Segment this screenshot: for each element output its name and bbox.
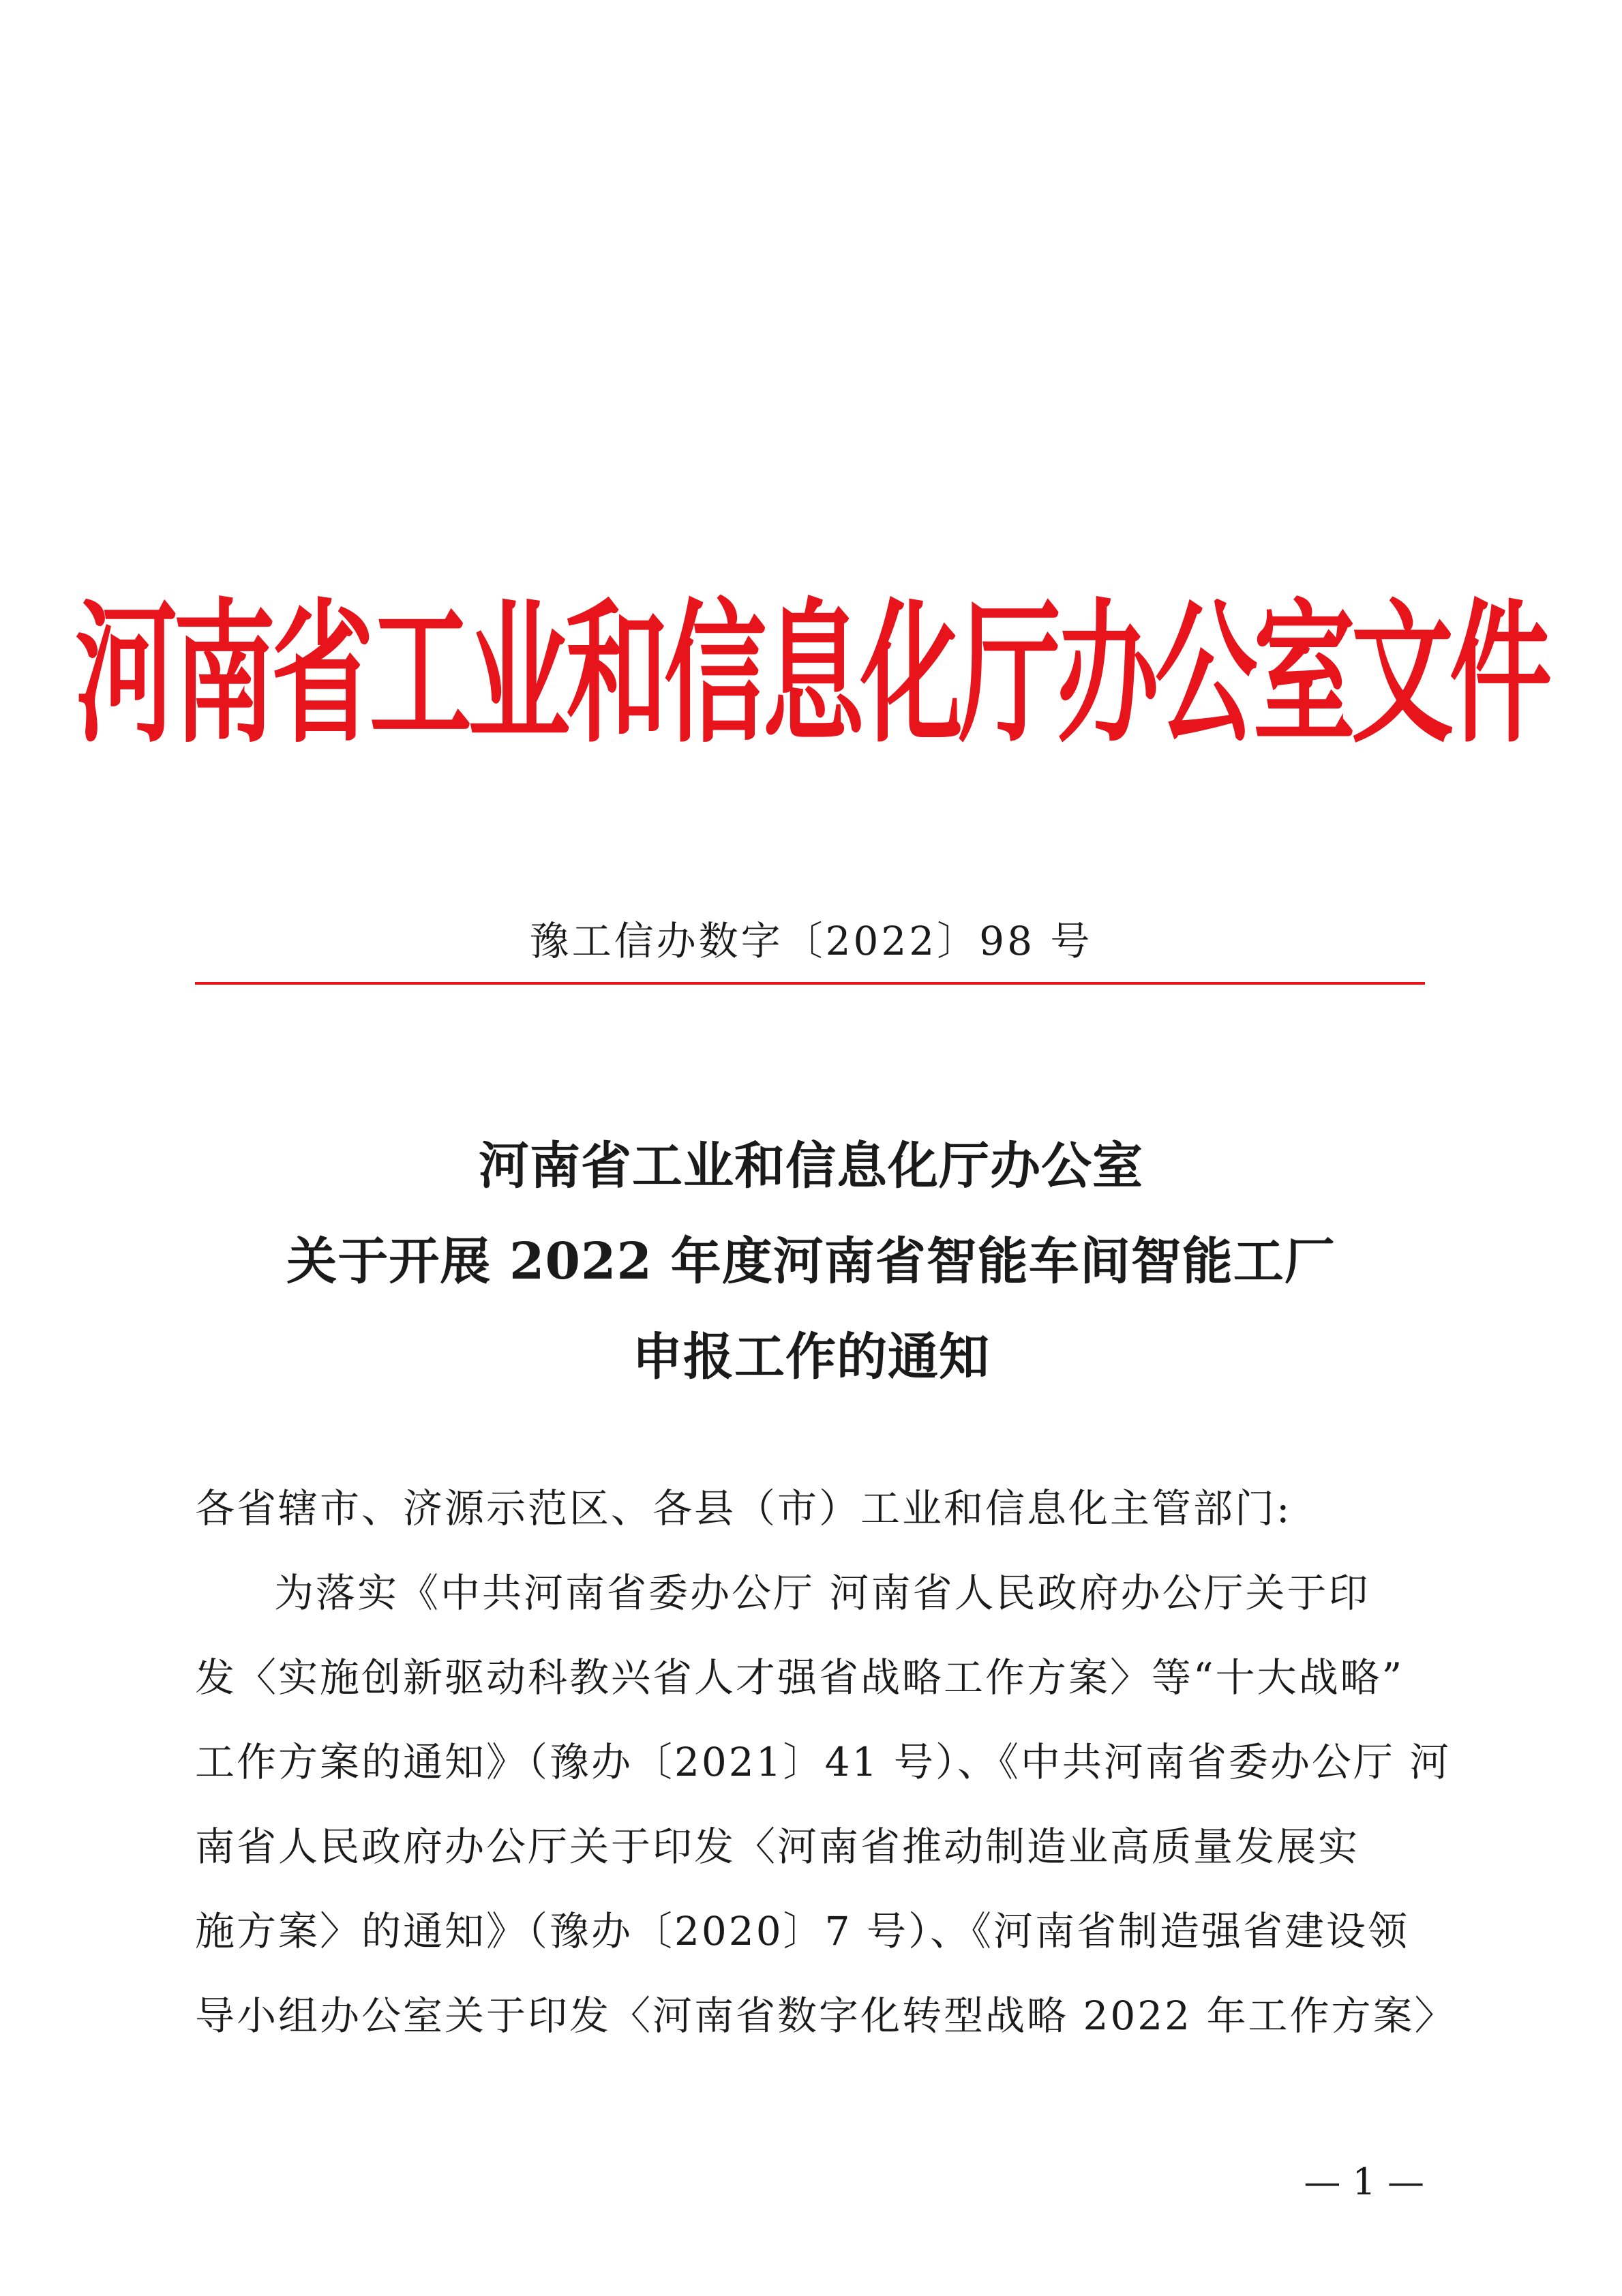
- title-line-3: 申报工作的通知: [632, 1328, 990, 1386]
- addressee: 各省辖市、济源示范区、各县（市）工业和信息化主管部门:: [195, 1485, 1292, 1532]
- page-number: — 1 —: [1304, 2160, 1424, 2203]
- body-line-1: 为落实《中共河南省委办公厅 河南省人民政府办公厅关于印: [274, 1570, 1370, 1616]
- issuer-banner: 河南省工业和信息化厅办公室文件: [75, 586, 1548, 764]
- body-line-5: 施方案〉的通知》（豫办〔2020〕7 号）、《河南省制造强省建设领: [195, 1908, 1409, 1954]
- body-text: [195, 1466, 1456, 2058]
- document-number: 豫工信办数字〔2022〕98 号: [529, 918, 1093, 964]
- document-title: [0, 1118, 1622, 1405]
- body-line-4: 南省人民政府办公厅关于印发〈河南省推动制造业高质量发展实: [195, 1823, 1360, 1870]
- body-line-6: 导小组办公室关于印发〈河南省数字化转型战略 2022 年工作方案〉: [195, 1993, 1456, 2039]
- title-line-2: 关于开展 2022 年度河南省智能车间智能工厂: [286, 1232, 1336, 1291]
- red-divider-line: [195, 982, 1425, 985]
- body-line-2: 发〈实施创新驱动科教兴省人才强省战略工作方案〉等“十大战略”: [195, 1654, 1405, 1701]
- title-line-1: 河南省工业和信息化厅办公室: [479, 1137, 1143, 1195]
- body-line-3: 工作方案的通知》（豫办〔2021〕41 号）、《中共河南省委办公厅 河: [195, 1739, 1452, 1785]
